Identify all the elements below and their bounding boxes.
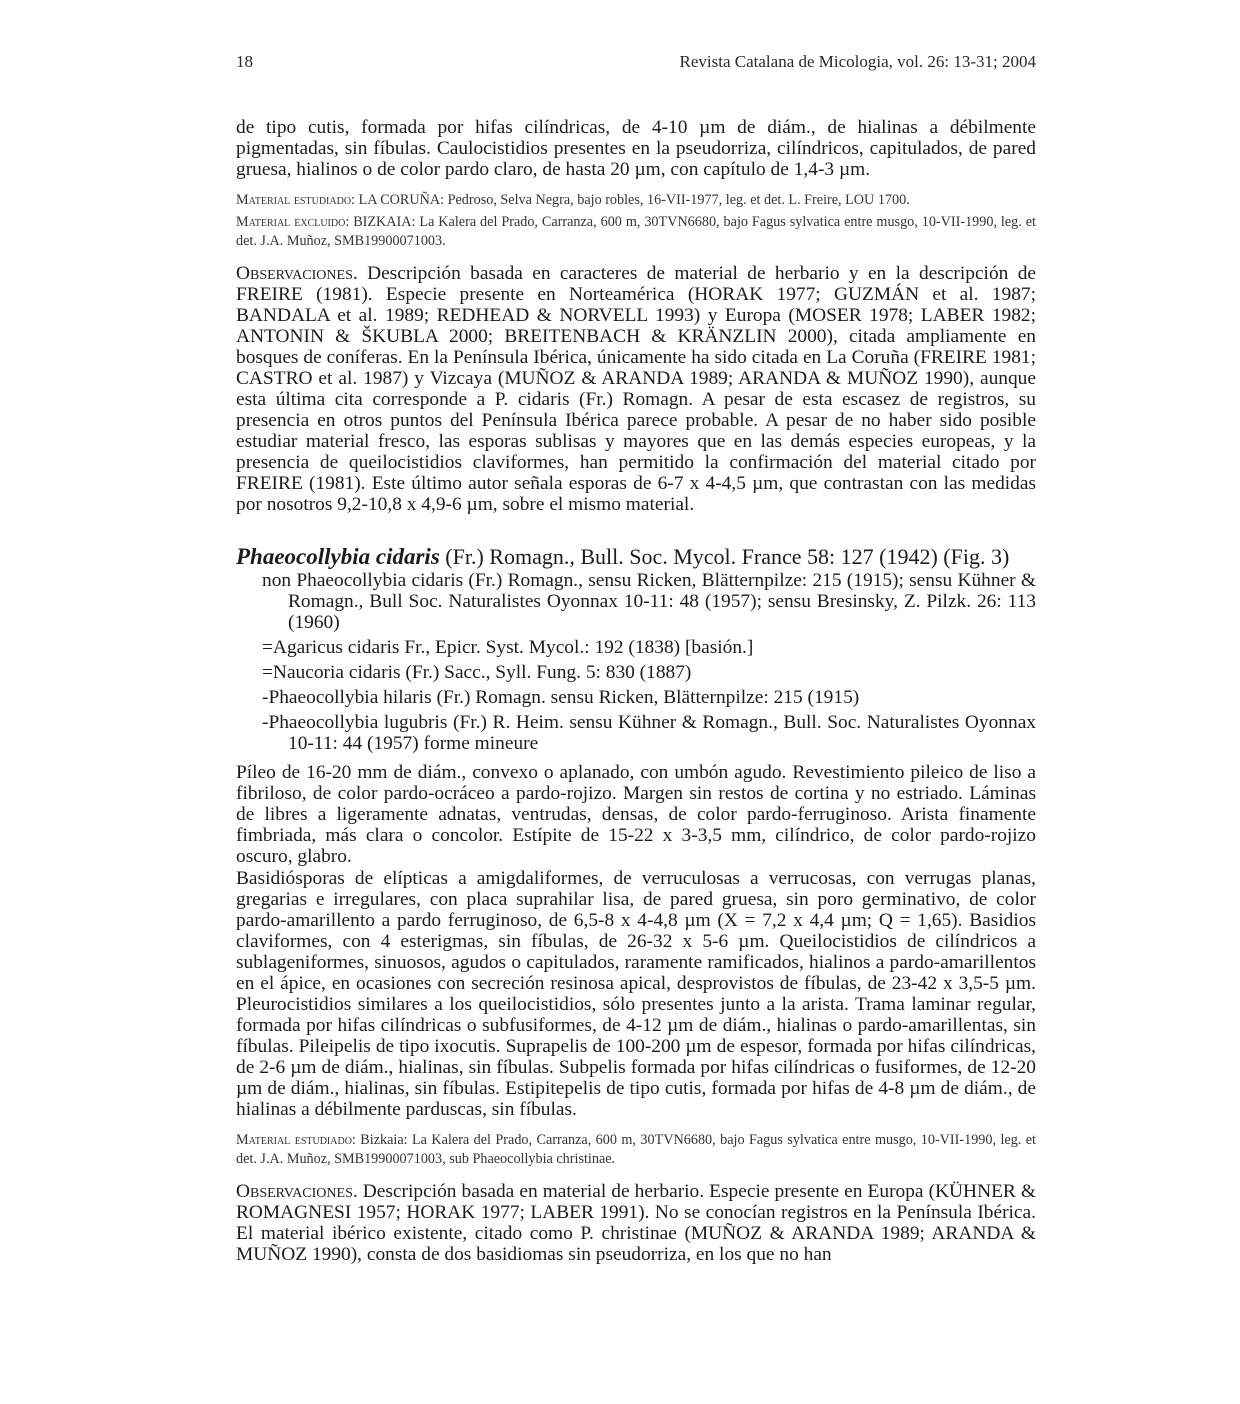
material-label: Material excluido: <box>236 214 350 230</box>
page-number: 18 <box>236 52 253 71</box>
synonym-item <box>262 712 1036 754</box>
material-studied-2 <box>236 1131 1036 1169</box>
synonym-item <box>262 570 1036 633</box>
synonym-text: =Naucoria cidaris (Fr.) Sacc., Syll. Fung. 5: 830 (1887) <box>262 662 692 683</box>
observations-1 <box>236 263 1036 515</box>
species-citation: (Fr.) Romagn., Bull. Soc. Mycol. France 58: 127 (1942) (Fig. 3) <box>439 544 1010 569</box>
synonym-item <box>262 687 1036 708</box>
material-studied-1 <box>236 191 1036 210</box>
journal-citation: Revista Catalana de Micologia, vol. 26: 13-31; 2004 <box>679 52 1036 71</box>
synonym-text: non Phaeocollybia cidaris (Fr.) Romagn., sensu Ricken, Blätternpilze: 215 (1915); sensu Kühner & Romagn., Bull Soc. Naturalistes Oyonnax 10-11: 48 (1957); sensu Bresinsky, Z. Pilzk. 26: 113 (1960) <box>262 570 1036 633</box>
observations-2 <box>236 1181 1036 1265</box>
synonym-item <box>262 662 1036 683</box>
description-macro: Píleo de 16-20 mm de diám., convexo o aplanado, con umbón agudo. Revestimiento pileico de liso a fibriloso, de color pardo-ocráceo a pardo-rojizo. Margen sin restos de cortina y no estriado. Láminas de libres a ligeramente adnatas, ventrudas, densas, de color pardo-ferruginoso. Arista finamente fimbriada, más clara o concolor. Estípite de 15-22 x 3-3,5 mm, cilíndrico, de color pardo-rojizo oscuro, glabro. <box>236 762 1036 867</box>
paragraph-cutis: de tipo cutis, formada por hifas cilíndricas, de 4-10 µm de diám., de hialinas a débilmente pigmentadas, sin fíbulas. Caulocistidios presentes en la pseudorriza, cilíndricos, capitulados, de pared gruesa, hialinos o de color pardo claro, de hasta 20 µm, con capítulo de 1,4-3 µm. <box>236 117 1036 180</box>
synonym-item <box>262 637 1036 658</box>
running-header <box>236 52 1036 76</box>
observations-text: Descripción basada en material de herbario. Especie presente en Europa (KÜHNER & ROMAGNESI 1957; HORAK 1977; LABER 1991). No se conocían registros en la Península Ibérica. El material ibérico existente, citado como P. christinae (MUÑOZ & ARANDA 1989; ARANDA & MUÑOZ 1990), consta de dos basidiomas sin pseudorriza, en los que no han <box>236 1181 1036 1265</box>
observations-label: Observaciones. <box>236 1181 358 1202</box>
description-micro: Basidiósporas de elípticas a amigdaliformes, de verruculosas a verrucosas, con verrugas planas, gregarias e irregulares, con placa suprahilar lisa, de pared gruesa, sin poro germinativo, de color pardo-amarillento a pardo ferruginoso, de 6,5-8 x 4-4,8 µm (X = 7,2 x 4,4 µm; Q = 1,65). Basidios claviformes, con 4 esterigmas, sin fíbulas, de 26-32 x 5-6 µm. Queilocistidios de cilíndricos a sublageniformes, sinuosos, agudos o capitulados, raramente ramificados, hialinos a pardo-amarillentos en el ápice, en ocasiones con secreción resinosa apical, desprovistos de fíbulas, de 23-42 x 3,5-5 µm. Pleurocistidios similares a los queilocistidios, sólo presentes junto a la arista. Trama laminar regular, formada por hifas cilíndricas o subfusiformes, de 4-12 µm de diám., hialinas o pardo-amarillentas, sin fíbulas. Pileipelis de tipo ixocutis. Suprapelis de 100-200 µm de espesor, formada por hifas cilíndricas, de 2-6 µm de diám., hialinas, sin fíbulas. Subpelis formada por hifas cilíndricas o fusiformes, de 12-20 µm de diám., hialinas, sin fíbulas. Estipitepelis de tipo cutis, formada por hifas de 4-8 µm de diám., de hialinas a débilmente parduscas, sin fíbulas. <box>236 868 1036 1120</box>
material-label: Material estudiado: <box>236 1132 356 1148</box>
material-text: Bizkaia: La Kalera del Prado, Carranza, 600 m, 30TVN6680, bajo Fagus sylvatica entre musgo, 10-VII-1990, leg. et det. J.A. Muñoz, SMB19900071003, sub Phaeocollybia christinae. <box>236 1132 1037 1167</box>
observations-text: Descripción basada en caracteres de material de herbario y en la descripción de FREIRE (1981). Especie presente en Norteamérica (HORAK 1977; GUZMÁN et al. 1987; BANDALA et al. 1989; REDHEAD & NORVELL 1993) y Europa (MOSER 1978; LABER 1982; ANTONIN & ŠKUBLA 2000; BREITENBACH & KRÄNZLIN 2000), citada ampliamente en bosques de coníferas. En la Península Ibérica, únicamente ha sido citada en La Coruña (FREIRE 1981; CASTRO et al. 1987) y Vizcaya (MUÑOZ & ARANDA 1989; ARANDA & MUÑOZ 1990), aunque esta última cita corresponde a P. cidaris (Fr.) Romagn. A pesar de esta escasez de registros, su presencia en otros puntos del Península Ibérica parece probable. A pesar de no haber sido posible estudiar material fresco, las esporas sublisas y mayores que en las demás especies europeas, y la presencia de queilocistidios claviformes, han permitido la confirmación del material citado por FREIRE (1981). Este último autor señala esporas de 6-7 x 4-4,5 µm, que contrastan con las medidas por nosotros 9,2-10,8 x 4,9-6 µm, sobre el mismo material. <box>236 263 1036 515</box>
species-heading <box>236 544 1056 570</box>
synonym-text: -Phaeocollybia hilaris (Fr.) Romagn. sensu Ricken, Blätternpilze: 215 (1915) <box>262 687 860 708</box>
synonym-text: =Agaricus cidaris Fr., Epicr. Syst. Mycol.: 192 (1838) [basión.] <box>262 637 754 658</box>
material-text: BIZKAIA: La Kalera del Prado, Carranza, 600 m, 30TVN6680, bajo Fagus sylvatica entre musgo, 10-VII-1990, leg. et det. J.A. Muñoz, SMB19900071003. <box>236 214 1036 249</box>
synonym-text: -Phaeocollybia lugubris (Fr.) R. Heim. sensu Kühner & Romagn., Bull. Soc. Naturalistes Oyonnax 10-11: 44 (1957) forme mineure <box>262 712 1036 754</box>
synonym-list <box>262 570 1036 754</box>
species-name: Phaeocollybia cidaris <box>236 544 440 569</box>
observations-label: Observaciones. <box>236 263 358 284</box>
material-text: LA CORUÑA: Pedroso, Selva Negra, bajo robles, 16-VII-1977, leg. et det. L. Freire, LOU 1700. <box>354 192 910 208</box>
material-label: Material estudiado: <box>236 192 355 208</box>
material-excluded <box>236 213 1036 251</box>
